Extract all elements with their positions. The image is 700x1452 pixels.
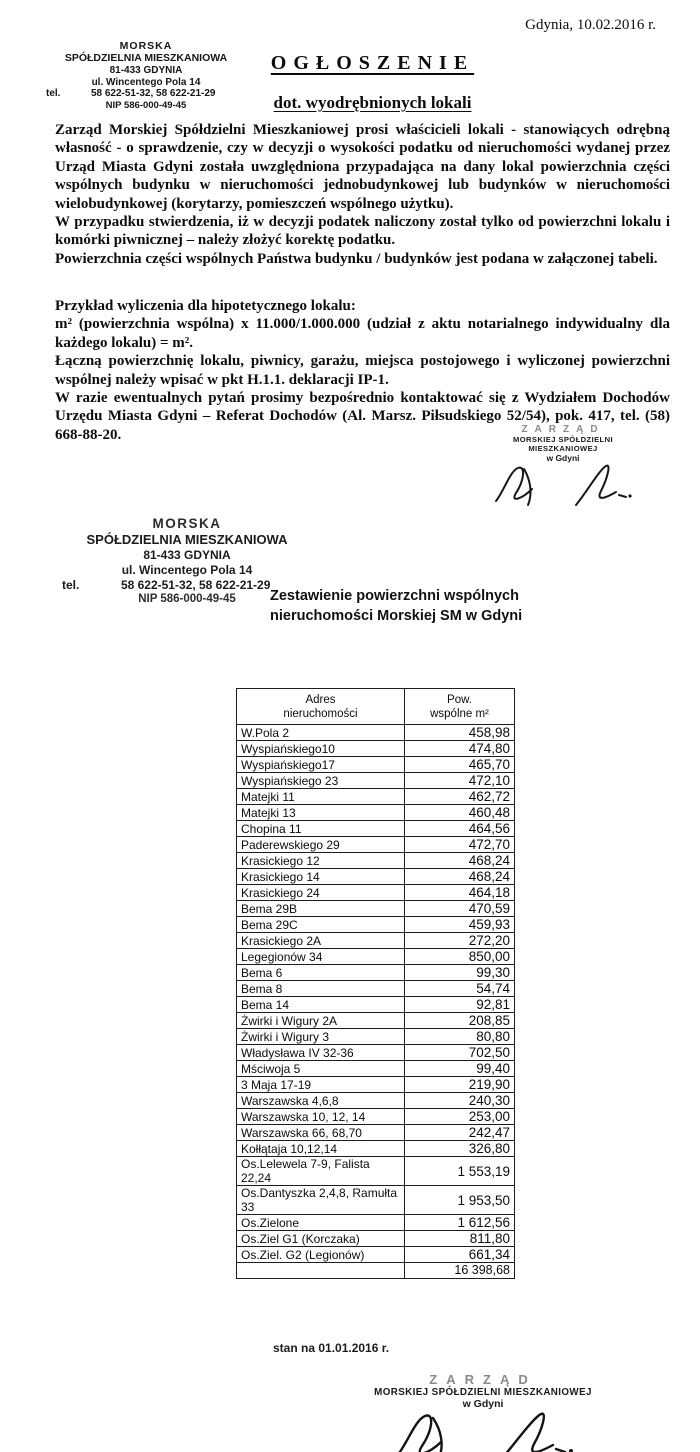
area-cell: 468,24 <box>405 853 515 869</box>
signatures-icon <box>488 461 638 509</box>
address-cell: Żwirki i Wigury 2A <box>237 1013 405 1029</box>
letterhead-postal: 81-433 GDYNIA <box>143 548 231 563</box>
address-cell: Os.Dantyszka 2,4,8, Ramułta 33 <box>237 1186 405 1215</box>
contact-text: W razie ewentualnych pytań prosimy bezpośrednio kontaktować się z Wydziałem Dochodów Urzędu Miasta Gdyni – Referat Dochodów (Al. Marsz. Piłsudskiego 52/54), pok. 417, tel. (58) 668-88-20. <box>55 390 670 443</box>
area-cell: 219,90 <box>405 1077 515 1093</box>
area-cell: 99,30 <box>405 965 515 981</box>
address-cell: Paderewskiego 29 <box>237 837 405 853</box>
example-formula: m² (powierzchnia wspólna) x 11.000/1.000.000 (udział z aktu notarialnego indywidualny dla każdego lokalu) = m². <box>55 316 670 351</box>
board-stamp-zarzad: ZARZĄD <box>521 424 605 435</box>
area-cell: 253,00 <box>405 1109 515 1125</box>
address-cell: Matejki 11 <box>237 789 405 805</box>
tel-numbers: 58 622-51-32, 58 622-21-29 <box>120 577 271 592</box>
table-row <box>237 1061 515 1077</box>
board-stamp-city: w Gdyni <box>462 1398 504 1410</box>
board-stamp-org: MORSKIEJ SPÓŁDZIELNI MIESZKANIOWEJ <box>513 435 613 453</box>
address-cell: Bema 29B <box>237 901 405 917</box>
board-stamp-org: MORSKIEJ SPÓŁDZIELNI MIESZKANIOWEJ <box>374 1387 592 1398</box>
page-title: OGŁOSZENIE <box>270 52 475 74</box>
table-row <box>237 1231 515 1247</box>
area-cell: 208,85 <box>405 1013 515 1029</box>
address-cell: Krasickiego 12 <box>237 853 405 869</box>
address-cell: Os.Ziel G1 (Korczaka) <box>237 1231 405 1247</box>
table-row <box>237 853 515 869</box>
table-row <box>237 981 515 997</box>
table-title-line2: nieruchomości Morskiej SM w Gdyni <box>270 608 523 624</box>
address-cell: Krasickiego 14 <box>237 869 405 885</box>
area-cell: 464,18 <box>405 885 515 901</box>
table-row <box>237 1029 515 1045</box>
table-row <box>237 773 515 789</box>
table-row <box>237 1045 515 1061</box>
letterhead-name-2: SPÓŁDZIELNIA MIESZKANIOWA <box>86 532 288 548</box>
address-cell: Legegionów 34 <box>237 949 405 965</box>
example-paragraphs <box>55 297 670 444</box>
table-row <box>237 933 515 949</box>
area-cell: 272,20 <box>405 933 515 949</box>
area-cell: 1 612,56 <box>405 1215 515 1231</box>
signatures-icon <box>383 1408 583 1452</box>
table-row <box>237 805 515 821</box>
column-header-address <box>237 689 405 725</box>
tel-label: tel. <box>46 88 61 100</box>
letterhead-nip: NIP 586-000-49-45 <box>138 593 236 606</box>
letterhead-nip: NIP 586-000-49-45 <box>105 100 187 112</box>
area-cell: 1 553,19 <box>405 1157 515 1186</box>
table-row <box>237 1077 515 1093</box>
address-cell: Os.Lelewela 7-9, Falista 22,24 <box>237 1157 405 1186</box>
address-cell: Wyspiańskiego10 <box>237 741 405 757</box>
area-cell: 460,48 <box>405 805 515 821</box>
area-cell: 54,74 <box>405 981 515 997</box>
address-cell: Chopina 11 <box>237 821 405 837</box>
letterhead-name-1: MORSKA <box>119 40 173 52</box>
address-cell: Władysława IV 32-36 <box>237 1045 405 1061</box>
area-cell: 462,72 <box>405 789 515 805</box>
board-stamp-upper <box>478 424 648 509</box>
area-cell: 242,47 <box>405 1125 515 1141</box>
area-cell: 92,81 <box>405 997 515 1013</box>
paragraph-correction: W przypadku stwierdzenia, iż w decyzji podatek naliczony został tylko od powierzchni lokalu i komórki piwnicznej – należy złożyć korektę podatku. <box>55 214 670 249</box>
header-adres: Adres <box>305 693 336 706</box>
header-nieruchomosci: nieruchomości <box>283 707 358 720</box>
address-cell: Matejki 13 <box>237 805 405 821</box>
table-row <box>237 901 515 917</box>
address-cell: Wyspiańskiego17 <box>237 757 405 773</box>
area-cell: 99,40 <box>405 1061 515 1077</box>
table-row <box>237 757 515 773</box>
address-cell: Krasickiego 24 <box>237 885 405 901</box>
area-cell: 468,24 <box>405 869 515 885</box>
address-cell: Os.Ziel. G2 (Legionów) <box>237 1247 405 1263</box>
table-row <box>237 885 515 901</box>
table-row <box>237 917 515 933</box>
table-title <box>270 586 522 626</box>
address-cell: Warszawska 66, 68,70 <box>237 1125 405 1141</box>
address-cell: Bema 8 <box>237 981 405 997</box>
area-cell: 811,80 <box>405 1231 515 1247</box>
address-cell: Warszawska 10, 12, 14 <box>237 1109 405 1125</box>
area-cell: 474,80 <box>405 741 515 757</box>
address-cell: Kołłątaja 10,12,14 <box>237 1141 405 1157</box>
paragraph-main: Zarząd Morskiej Spółdzielni Mieszkaniowej prosi właścicieli lokali - stanowiących odrębną własność - o sprawdzenie, czy w decyzji o wysokości podatku od nieruchomości wydanej przez Urząd Miasta Gdyni została uwzględniona przypadająca na dany lokal powierzchnia części wspólnych budynku w nieruchomości jednobudynkowej lub budynków w nieruchomości wielobudynkowej (korytarzy, pomieszczeń wspólnego użytku). <box>55 122 670 212</box>
area-cell: 661,34 <box>405 1247 515 1263</box>
address-cell: Bema 14 <box>237 997 405 1013</box>
as-of-date-note: stan na 01.01.2016 r. <box>273 1341 390 1355</box>
area-cell: 459,93 <box>405 917 515 933</box>
total-value-cell: 16 398,68 <box>405 1263 515 1279</box>
table-row <box>237 1141 515 1157</box>
area-cell: 470,59 <box>405 901 515 917</box>
letterhead-name-2: SPÓŁDZIELNIA MIESZKANIOWA <box>64 52 228 65</box>
area-cell: 240,30 <box>405 1093 515 1109</box>
area-cell: 464,56 <box>405 821 515 837</box>
tel-label: tel. <box>62 577 80 592</box>
area-cell: 326,80 <box>405 1141 515 1157</box>
address-cell: Bema 6 <box>237 965 405 981</box>
area-cell: 702,50 <box>405 1045 515 1061</box>
table-row <box>237 965 515 981</box>
letterhead-postal: 81-433 GDYNIA <box>109 64 183 76</box>
area-cell: 1 953,50 <box>405 1186 515 1215</box>
area-cell: 472,70 <box>405 837 515 853</box>
letterhead-street: ul. Wincentego Pola 14 <box>91 76 201 88</box>
area-cell: 458,98 <box>405 725 515 741</box>
address-cell: W.Pola 2 <box>237 725 405 741</box>
area-cell: 80,80 <box>405 1029 515 1045</box>
letterhead-name-1: MORSKA <box>152 516 222 531</box>
board-stamp-zarzad: ZARZĄD <box>429 1372 537 1387</box>
announcement-paragraphs <box>55 121 670 268</box>
table-row <box>237 837 515 853</box>
address-cell: Os.Zielone <box>237 1215 405 1231</box>
total-label-cell <box>237 1263 405 1279</box>
table-body <box>237 725 515 1263</box>
address-cell: Wyspiańskiego 23 <box>237 773 405 789</box>
header-pow: Pow. <box>447 693 472 706</box>
table-footer <box>237 1263 515 1279</box>
table-row <box>237 1013 515 1029</box>
board-stamp-city: w Gdyni <box>546 453 580 463</box>
example-heading: Przykład wyliczenia dla hipotetycznego lokalu: <box>55 298 356 314</box>
table-row <box>237 725 515 741</box>
table-row <box>237 1215 515 1231</box>
table-row <box>237 1157 515 1186</box>
table-row <box>237 1125 515 1141</box>
title-block <box>185 52 560 113</box>
table-row <box>237 789 515 805</box>
address-cell: Warszawska 4,6,8 <box>237 1093 405 1109</box>
address-cell: Bema 29C <box>237 917 405 933</box>
address-cell: 3 Maja 17-19 <box>237 1077 405 1093</box>
address-cell: Krasickiego 2A <box>237 933 405 949</box>
board-stamp-bottom <box>368 1372 598 1452</box>
table-row <box>237 1109 515 1125</box>
table-row <box>237 1186 515 1215</box>
letterhead-street: ul. Wincentego Pola 14 <box>121 562 253 577</box>
tel-numbers: 58 622-51-32, 58 622-21-29 <box>90 88 216 100</box>
table-title-line1: Zestawienie powierzchni wspólnych <box>270 588 519 604</box>
table-row <box>237 997 515 1013</box>
area-cell: 465,70 <box>405 757 515 773</box>
table-row <box>237 1247 515 1263</box>
address-cell: Żwirki i Wigury 3 <box>237 1029 405 1045</box>
table-row <box>237 1093 515 1109</box>
area-cell: 472,10 <box>405 773 515 789</box>
common-areas-table <box>236 688 515 1279</box>
total-row <box>237 1263 515 1279</box>
page-subtitle: dot. wyodrębnionych lokali <box>273 93 472 112</box>
column-header-area <box>405 689 515 725</box>
paragraph-table-ref: Powierzchnia części wspólnych Państwa budynku / budynków jest podana w załączonej tabeli. <box>55 250 658 267</box>
table-row <box>237 821 515 837</box>
table-header <box>237 689 515 725</box>
header-wspolne-m2: wspólne m² <box>430 707 489 720</box>
table-row <box>237 741 515 757</box>
address-cell: Mściwoja 5 <box>237 1061 405 1077</box>
area-cell: 850,00 <box>405 949 515 965</box>
table-row <box>237 949 515 965</box>
date-line: Gdynia, 10.02.2016 r. <box>525 17 656 33</box>
instruction-text: Łączną powierzchnię lokalu, piwnicy, garażu, miejsca postojowego i wyliczonej powierzchni wspólnej należy wpisać w pkt H.1.1. deklaracji IP-1. <box>55 353 670 388</box>
table-row <box>237 869 515 885</box>
